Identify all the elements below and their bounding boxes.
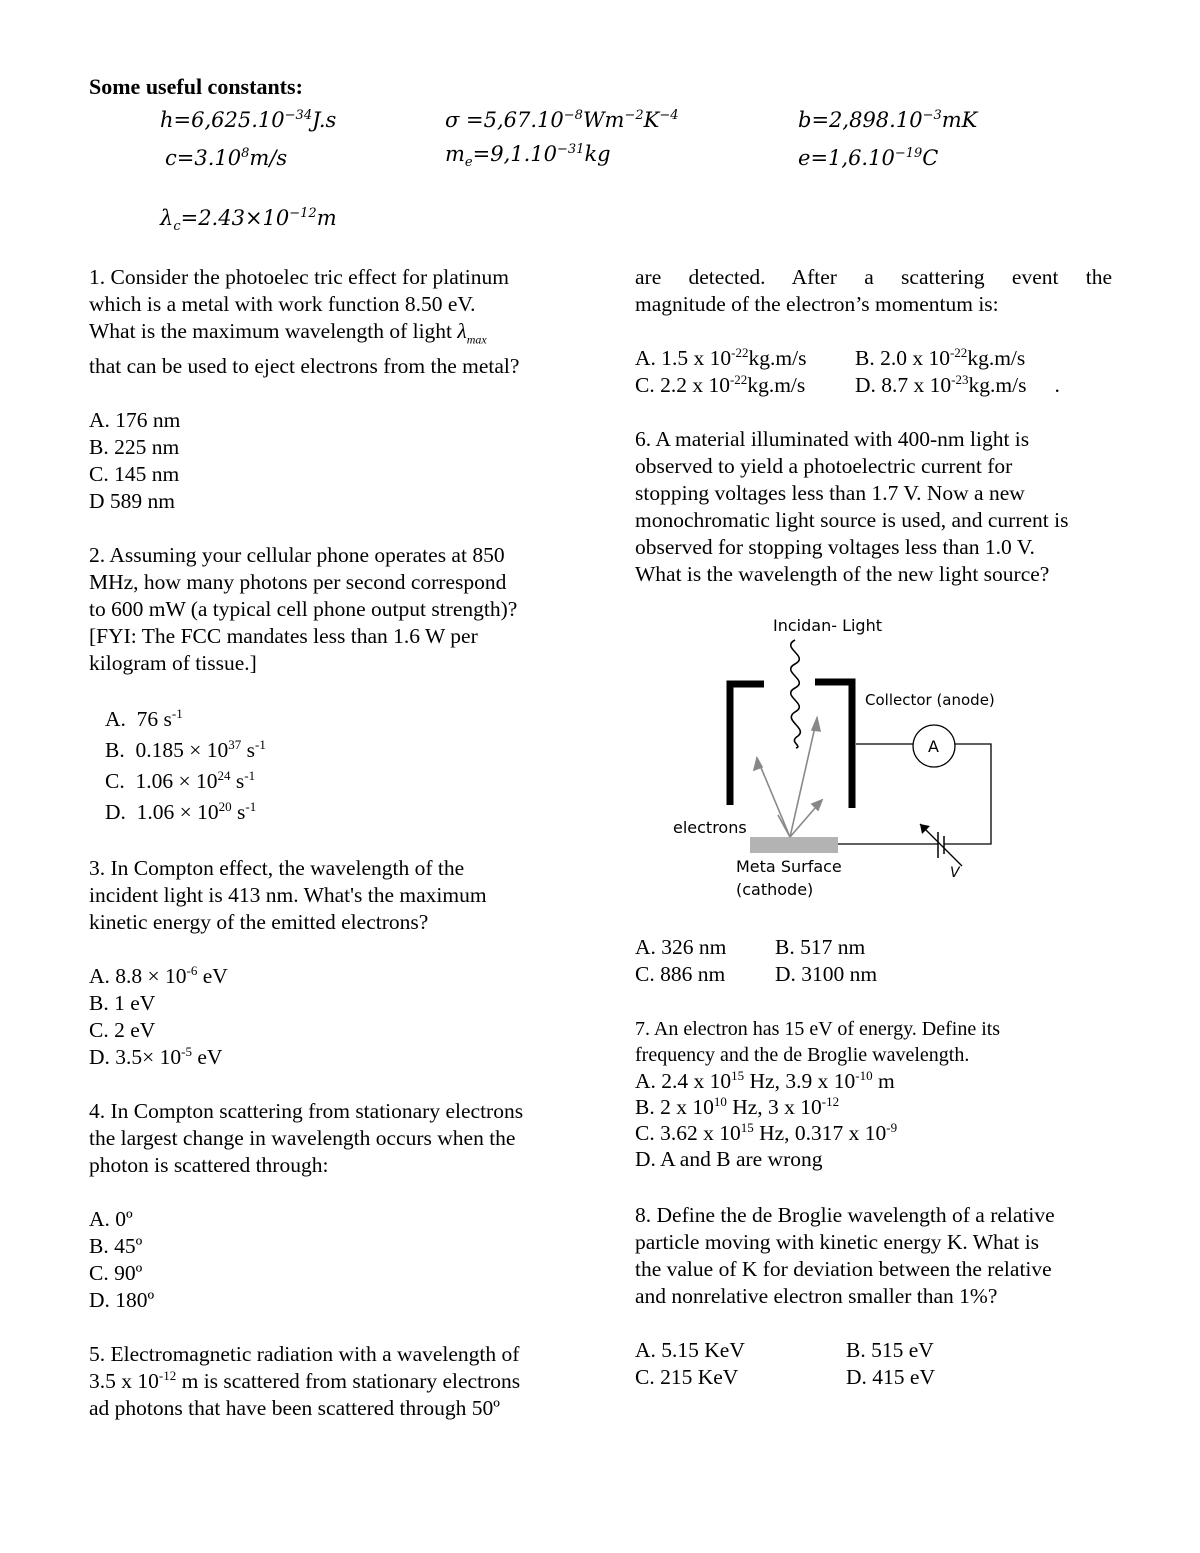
collector-anode: [815, 682, 852, 808]
q3-text-line: incident light is 413 nm. What's the maximum: [89, 883, 487, 908]
q6-option-b[interactable]: B. 517 nm: [775, 935, 866, 959]
q8-text-line: 8. Define the de Broglie wavelength of a relative: [635, 1203, 1055, 1227]
q8-text-line: particle moving with kinetic energy K. What is: [635, 1230, 1040, 1254]
q4-option-c[interactable]: C. 90º: [89, 1261, 143, 1286]
q1-option-d[interactable]: D 589 nm: [89, 489, 175, 514]
q5-option-b[interactable]: B. 2.0 x $10^{-22}kg.m/s$: [855, 344, 1026, 370]
q8-options: [635, 1337, 1112, 1391]
q5-options: [635, 345, 1112, 399]
q7-option-a[interactable]: A. 2.4 x $10^{15}$ Hz, 3.9 x $10^{-10}$ m: [635, 1067, 895, 1093]
question-2: [89, 542, 565, 677]
variable-arrow-icon: [920, 824, 962, 866]
q6-text-line: observed for stopping voltages less than 1.0 V.: [635, 535, 1035, 559]
constant-stefan: $\sigma =5,67.10^{-8}Wm^{-2}K^{-4}$: [445, 108, 679, 132]
constant-wien: $b=2,898.10^{-3}mK$: [798, 108, 978, 132]
q6-text-line: What is the wavelength of the new light source?: [635, 562, 1050, 586]
q5-text-line: ad photons that have been scattered through 50º: [89, 1396, 500, 1421]
q2-text-line: MHz, how many photons per second correspond: [89, 570, 507, 595]
q5-text-line: magnitude of the electron’s momentum is:: [635, 292, 999, 316]
q2-option-b[interactable]: B. $0.185 \times 10^{37}$ $s^{-1}$: [105, 737, 266, 763]
constant-planck: $h=6,625.10^{-34}J.s$: [160, 108, 337, 132]
q7-option-d[interactable]: D. A and B are wrong: [635, 1147, 823, 1171]
q1-option-b[interactable]: B. 225 nm: [89, 435, 180, 460]
q3-text-line: kinetic energy of the emitted electrons?: [89, 910, 429, 935]
q6-options: [635, 934, 1112, 988]
q5-option-c[interactable]: C. 2.2 x $10^{-22}kg.m/s$: [635, 371, 806, 397]
q2-text-line: to 600 mW (a typical cell phone output strength)?: [89, 597, 518, 622]
collector-label: Collector (anode): [865, 691, 995, 709]
q7-option-c[interactable]: C. 3.62 x $10^{15}$ Hz, 0.317 x $10^{-9}$: [635, 1119, 898, 1145]
q8-option-d[interactable]: D. 415 eV: [846, 1365, 935, 1389]
q5-text-line: are detected. After a scattering event the: [635, 265, 1112, 289]
q8-text-line: and nonrelative electron smaller than 1%?: [635, 1284, 998, 1308]
question-8: [635, 1202, 1112, 1310]
q1-text-line: 1. Consider the photoelec tric effect for platinum: [89, 265, 509, 289]
constant-light-speed: $c=3.10^8m/s$: [165, 146, 288, 170]
question-5-continued: [635, 264, 1112, 318]
q5-option-d[interactable]: D. 8.7 x $10^{-23}kg.m/s$: [855, 371, 1027, 397]
metal-surface-cathode: [750, 837, 838, 853]
wavy-light-ray-icon: [791, 640, 801, 748]
q2-option-c[interactable]: C. $1.06 \times 10^{24}$ $s^{-1}$: [105, 768, 256, 794]
q1-text-line: which is a metal with work function 8.50 eV.: [89, 292, 476, 316]
q4-option-a[interactable]: A. 0º: [89, 1207, 133, 1232]
constant-compton-wavelength: $\lambda_c=2.43\times 10^{-12}m$: [160, 206, 337, 235]
q6-option-c[interactable]: C. 886 nm: [635, 962, 726, 986]
q4-option-b[interactable]: B. 45º: [89, 1234, 143, 1259]
incident-light-label: Incidan- Light: [773, 616, 882, 635]
q6-option-a[interactable]: A. 326 nm: [635, 935, 727, 959]
metal-surface-label: Meta Surface: [736, 857, 842, 876]
q3-options: [89, 963, 565, 1071]
ammeter-label: A: [928, 737, 939, 756]
q4-text-line: the largest change in wavelength occurs when the: [89, 1126, 516, 1151]
q8-option-b[interactable]: B. 515 eV: [846, 1338, 934, 1362]
q6-text-line: stopping voltages less than 1.7 V. Now a new: [635, 481, 1025, 505]
q5-text-line: 3.5 x $10^{-12}$ m is scattered from stationary electrons: [89, 1368, 521, 1394]
question-7: [635, 1016, 1112, 1172]
q1-option-a[interactable]: A. 176 nm: [89, 408, 181, 433]
left-column: [89, 264, 565, 1422]
electron-trajectories: [754, 718, 822, 837]
q4-text-line: 4. In Compton scattering from stationary electrons: [89, 1099, 524, 1124]
q3-option-d[interactable]: D. $3.5\times 10^{-5}$ eV: [89, 1044, 223, 1070]
q2-options: [89, 704, 565, 828]
q8-option-a[interactable]: A. 5.15 KeV: [635, 1338, 745, 1362]
q3-option-a[interactable]: A. $8.8 \times 10^{-6}$ eV: [89, 963, 228, 989]
question-5: [89, 1341, 565, 1422]
constants-heading: Some useful constants:: [89, 74, 303, 99]
q7-text-line: 7. An electron has 15 eV of energy. Define its: [635, 1018, 1001, 1040]
q6-text-line: observed to yield a photoelectric current for: [635, 454, 1013, 478]
question-3: [89, 855, 565, 936]
q6-text-line: 6. A material illuminated with 400-nm light is: [635, 427, 1030, 451]
cathode-label: (cathode): [736, 880, 814, 899]
q5-option-a[interactable]: A. 1.5 x $10^{-22}kg.m/s$: [635, 344, 807, 370]
left-bracket: [730, 684, 764, 805]
q2-option-a[interactable]: A. 76 $s^{-1}$: [105, 706, 183, 732]
q2-option-d[interactable]: D. $1.06 \times 10^{20}$ $s^{-1}$: [105, 799, 257, 825]
q8-option-c[interactable]: C. 215 KeV: [635, 1365, 739, 1389]
q5-trailing-dot: .: [1054, 373, 1060, 397]
q4-text-line: photon is scattered through:: [89, 1153, 329, 1178]
voltage-label: V: [950, 865, 960, 881]
constant-electron-charge: $e=1,6.10^{-19}C$: [798, 146, 939, 170]
q7-text-line: frequency and the de Broglie wavelength.: [635, 1044, 970, 1066]
q4-option-d[interactable]: D. 180º: [89, 1288, 155, 1313]
q8-text-line: the value of K for deviation between the relative: [635, 1257, 1052, 1281]
q1-options: [89, 407, 565, 515]
q6-option-d[interactable]: D. 3100 nm: [775, 962, 878, 986]
q3-option-c[interactable]: C. 2 eV: [89, 1018, 156, 1043]
question-4: [89, 1098, 565, 1179]
q3-option-b[interactable]: B. 1 eV: [89, 991, 156, 1016]
q1-text-line: that can be used to eject electrons from the metal?: [89, 354, 520, 379]
photoelectric-diagram: [660, 610, 1020, 910]
q6-text-line: monochromatic light source is used, and current is: [635, 508, 1069, 532]
question-6: [635, 426, 1112, 588]
q2-text-line: kilogram of tissue.]: [89, 651, 257, 676]
q1-option-c[interactable]: C. 145 nm: [89, 462, 180, 487]
q3-text-line: 3. In Compton effect, the wavelength of the: [89, 856, 465, 881]
q2-text-line: [FYI: The FCC mandates less than 1.6 W per: [89, 624, 478, 649]
right-column: [635, 264, 1112, 588]
electrons-label: electrons: [673, 818, 747, 837]
q7-option-b[interactable]: B. 2 x $10^{10}$ Hz, 3 x $10^{-12}$: [635, 1093, 840, 1119]
q2-text-line: 2. Assuming your cellular phone operates at 850: [89, 543, 505, 568]
constant-electron-mass: $m_e=9,1.10^{-31}kg$: [445, 142, 611, 171]
question-1: [89, 264, 565, 380]
q1-text-line: What is the maximum wavelength of light $\lambda_{max}$: [89, 319, 487, 347]
q5-text-line: 5. Electromagnetic radiation with a wavelength of: [89, 1342, 520, 1367]
q4-options: [89, 1206, 565, 1314]
